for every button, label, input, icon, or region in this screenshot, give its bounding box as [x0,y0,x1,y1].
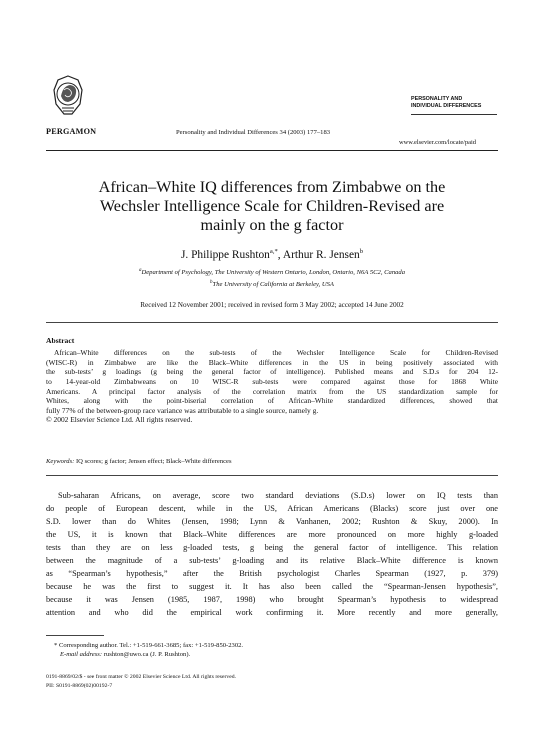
email-address[interactable]: rushton@uwo.ca (J. P. Rushton). [103,651,191,659]
body-line: attention and who did the empirical work confirming it. More recently and more generally, [46,607,498,617]
keywords-divider [46,475,498,476]
body-line-text: Sub-saharan Africans, on average, score two standard deviations (S.D.s) lower on IQ tests than [58,491,498,500]
abstract-line: Americans. A principal factor analysis of the correlation matrix from the US standardization sample for [46,386,498,396]
footnote-divider [46,635,104,636]
journal-reference: Personality and Individual Differences 34 (2003) 177–183 [176,129,331,136]
author-marks: b [359,248,364,255]
author-name: Arthur R. Jensen [282,248,360,261]
body-line: tests than they are on less g-loaded tests, g being the general factor of intelligence. This relation [46,542,498,552]
email-label: E-mail address: [60,651,103,659]
body-line: as “Spearman’s hypothesis,” after the British psychologist Charles Spearman (1927, p. 379) [46,568,498,578]
body-line: because he was the first to suggest it. It has also been called the “Spearman-Jensen hypothesis”, [46,581,498,591]
footnote-contact: Corresponding author. Tel.: +1-519-661-3685; fax: +1-519-850-2302. [58,642,244,649]
body-line [46,490,498,503]
journal-name-line: PERSONALITY AND [411,96,463,102]
body-line: do people of European descent, while in the US, African Americans (Blacks) score just over one [46,503,498,513]
affiliation-text: Department of Psychology, The University of Western Ontario, London, Ontario, N6A 5C2, Canada [141,269,406,277]
affiliation-mark: a [138,268,142,273]
title-line: mainly on the g factor [200,216,344,235]
footnote [46,641,243,660]
title-line: Wechsler Intelligence Scale for Children-Revised are [99,197,445,216]
abstract-line: to 14-year-old Zimbabweans on 10 WISC-R sub-tests were compared against those for 1868 White [46,376,498,386]
body-line: between the magnitude of a sub-tests’ g-loading and its relative Black–White difference is known [46,555,498,565]
abstract-text [46,348,498,425]
pii-line: PII: S0191-8869(02)00192-7 [46,682,113,689]
affiliation [46,266,498,278]
author-list [46,248,498,261]
abstract-line [46,348,498,358]
abstract-line: Whites, along with the point-biserial correlation of African–White standardized differences, showed that [46,396,498,406]
body-line: the US, it is known that Black–White differences are more pronounced on more highly g-loaded [46,529,498,539]
journal-url[interactable]: www.elsevier.com/locate/paid [399,139,476,146]
keywords [46,458,232,465]
body-paragraph [46,490,498,620]
author-name: J. Philippe Rushton [180,248,270,261]
publisher-name: PERGAMON [46,127,97,136]
pergamon-logo [50,74,86,118]
footnote-mark: * [54,642,58,649]
body-line: because it was Jensen (1985, 1987, 1998) who brought Spearman’s hypothesis to widespread [46,594,498,604]
footnote-line [46,650,243,659]
keywords-label: Keywords: [46,458,75,465]
author-marks: a,* [269,248,278,255]
abstract-line: the sub-tests’ g loadings (g being the general factor of intelligence). Published means and S.D.s for 204 12- [46,367,498,377]
abstract-heading: Abstract [46,336,75,345]
affiliation [46,278,498,290]
body-line: S.D. lower than do Whites (Jensen, 1998; Lynn & Vanhanen, 2002; Rushton & Skuy, 2000). In [46,516,498,526]
title-line: African–White IQ differences from Zimbabwe on the [98,178,446,196]
author-separator: , [277,248,283,261]
abstract-line-text: African–White differences on the sub-tests of the Wechsler Intelligence Scale for Children-Revised [54,348,498,357]
affiliation-text: The University of California at Berkeley, USA [212,280,334,288]
copyright-line: © 2002 Elsevier Science Ltd. All rights reserved. [46,415,193,425]
footnote-line [46,641,243,650]
masthead-rule [411,114,497,115]
article-title [46,178,498,236]
affiliation-mark: b [210,279,213,285]
copyright-line: 0191-8869/02/$ - see front matter © 2002 Elsevier Science Ltd. All rights reserved. [46,674,237,680]
journal-name [411,96,481,109]
copyright-block [46,673,236,690]
abstract-line: (WISC-R) in Zimbabwe are like the Black–White differences in the US in being positively associated with [46,357,498,367]
affiliations [46,266,498,290]
abstract-line: fully 77% of the between-group race variance was attributable to a single source, namely g. [46,405,319,415]
keywords-text: IQ scores; g factor; Jensen effect; Black–White differences [75,458,232,465]
header-divider [46,150,498,151]
abstract-divider [46,322,498,323]
received-dates: Received 12 November 2001; received in revised form 3 May 2002; accepted 14 June 2002 [140,301,404,309]
journal-name-line: INDIVIDUAL DIFFERENCES [411,102,482,109]
